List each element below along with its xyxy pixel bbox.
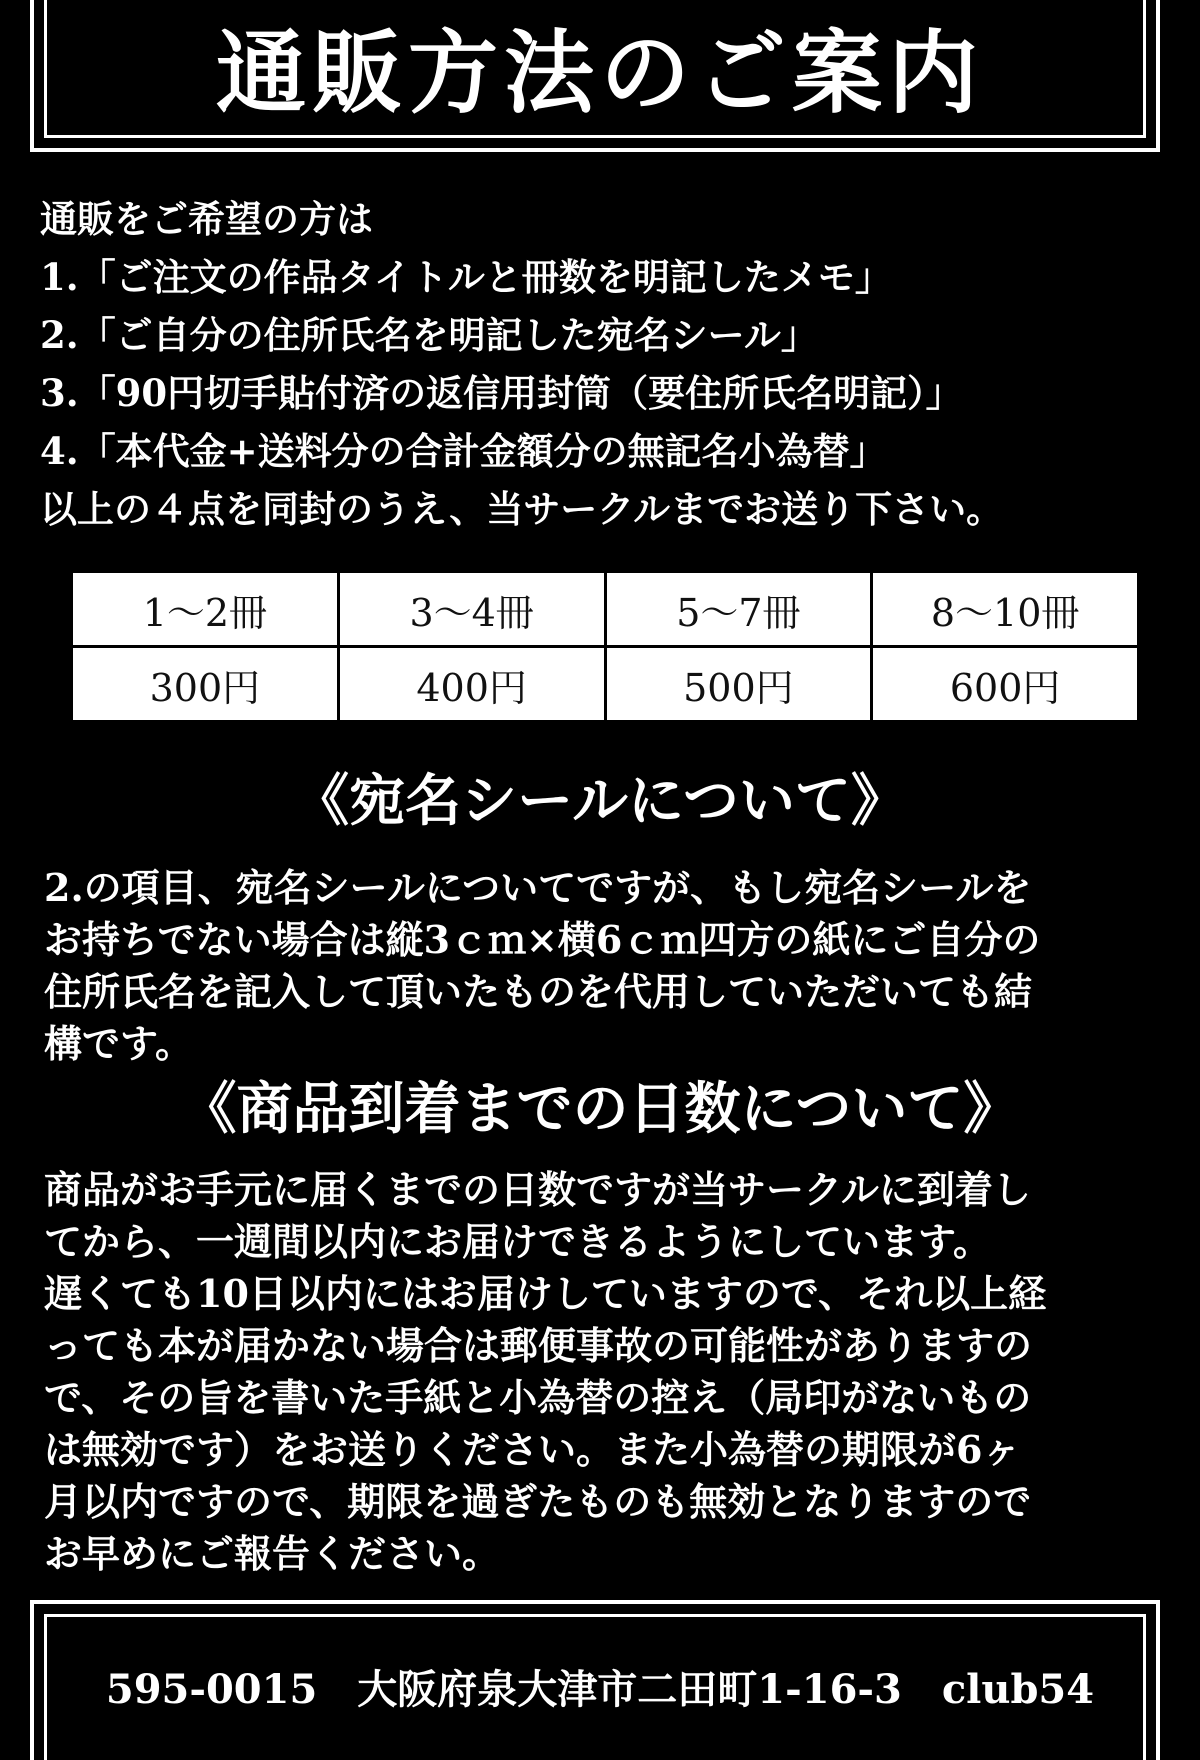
- intro-item-2: 2.「ご自分の住所氏名を明記した宛名シール」: [40, 313, 818, 357]
- price-cell: 600円: [872, 647, 1139, 722]
- footer-address: 595-0015 大阪府泉大津市二田町1-16-3 club54: [105, 1666, 1095, 1713]
- quantity-cell: 1～2冊: [72, 572, 339, 647]
- price-row: [72, 647, 1139, 722]
- page-title: 通販方法のご案内: [216, 20, 984, 126]
- intro-item-3: 3.「90円切手貼付済の返信用封筒（要住所氏名明記）」: [40, 371, 963, 415]
- price-cell: 500円: [605, 647, 872, 722]
- intro-line: 通販をご希望の方は: [40, 197, 373, 241]
- label-section-body: [44, 862, 1174, 1070]
- paragraph-line: 商品がお手元に届くまでの日数ですが当サークルに到着し: [44, 1167, 1031, 1212]
- paragraph-line: で、その旨を書いた手紙と小為替の控え（局印がないもの: [44, 1375, 1032, 1420]
- quantity-row: [72, 572, 1139, 647]
- paragraph-line: 遅くても10日以内にはお届けしていますので、それ以上経: [44, 1271, 1047, 1316]
- quantity-cell: 5～7冊: [605, 572, 872, 647]
- paragraph-line: 2.の項目、宛名シールについてですが、もし宛名シールを: [44, 865, 1032, 910]
- paragraph-line: お早めにご報告ください。: [44, 1531, 501, 1576]
- delivery-section-body: [44, 1164, 1174, 1580]
- intro-item-1: 1.「ご注文の作品タイトルと冊数を明記したメモ」: [40, 255, 892, 299]
- paragraph-line: は無効です）をお送りください。また小為替の期限が6ヶ: [44, 1427, 1021, 1472]
- price-table: [70, 570, 1140, 723]
- price-cell: 300円: [72, 647, 339, 722]
- quantity-cell: 8～10冊: [872, 572, 1139, 647]
- delivery-section-heading: 《商品到着までの日数について》: [180, 1076, 1020, 1142]
- paragraph-line: 月以内ですので、期限を過ぎたものも無効となりますので: [44, 1479, 1032, 1524]
- paragraph-line: っても本が届かない場合は郵便事故の可能性がありますの: [44, 1323, 1033, 1368]
- intro-block: [40, 190, 1170, 538]
- intro-item-4: 4.「本代金+送料分の合計金額分の無記名小為替」: [40, 429, 887, 473]
- quantity-cell: 3～4冊: [338, 572, 605, 647]
- intro-closing: 以上の４点を同封のうえ、当サークルまでお送り下さい。: [40, 487, 1004, 531]
- paragraph-line: お持ちでない場合は縦3ｃｍ×横6ｃｍ四方の紙にご自分の: [44, 917, 1041, 962]
- label-section-heading: 《宛名シールについて》: [293, 768, 907, 834]
- paragraph-line: 構です。: [44, 1021, 193, 1066]
- price-cell: 400円: [338, 647, 605, 722]
- paragraph-line: てから、一週間以内にお届けできるようにしています。: [44, 1219, 991, 1264]
- paragraph-line: 住所氏名を記入して頂いたものを代用していただいても結: [44, 969, 1033, 1014]
